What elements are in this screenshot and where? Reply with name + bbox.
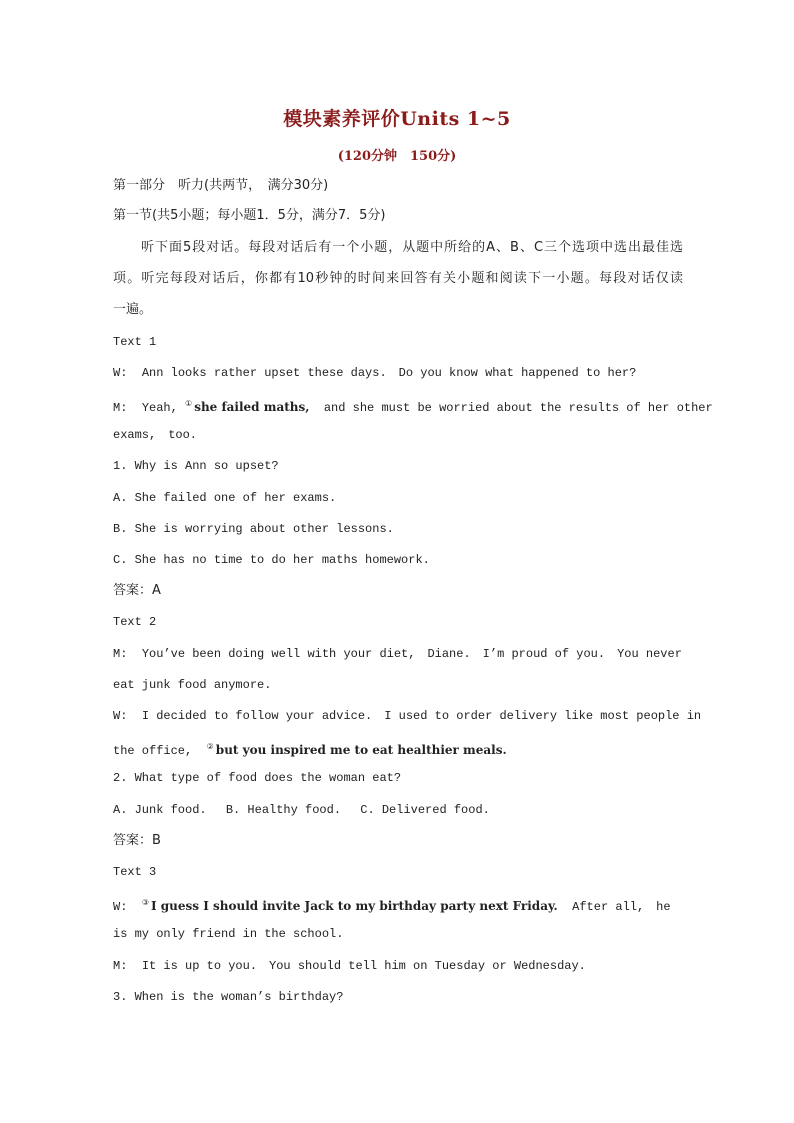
time-score-subtitle: (120分钟 150分) — [337, 149, 457, 164]
text2-label: Text 2 — [113, 615, 157, 629]
text2-man-line — [113, 646, 683, 662]
question-1: 1. Why is Ann so upset? — [113, 459, 279, 473]
speaker-m: M: — [113, 959, 128, 973]
instructions-line-2: 项。听完每段对话后，你都有10秒钟的时间来回答有关小题和阅读下一小题。每段对话仅读 — [113, 271, 683, 286]
text2-woman-line — [113, 708, 702, 724]
speaker-w: W: — [113, 709, 128, 723]
bold-key-phrase: but you inspired me to eat healthier meals. — [215, 743, 507, 757]
circled-number-2: ② — [206, 742, 214, 751]
text2-man-line-cont: eat junk food anymore. — [113, 678, 272, 692]
dialogue-text: After all, he — [572, 900, 671, 914]
speaker-m: M: — [113, 647, 128, 661]
text3-man-line — [113, 958, 683, 974]
text1-woman-line — [113, 365, 683, 381]
dialogue-text: I decided to follow your advice. I used to order delivery like most people in — [141, 709, 702, 723]
answer-2: 答案：B — [113, 833, 161, 848]
question-1-option-a: A. She failed one of her exams. — [113, 491, 337, 505]
instructions-line-3: 一遍。 — [113, 302, 153, 317]
dialogue-text: You’ve been doing well with your diet, Diane. I’m proud of you. You never — [141, 647, 682, 661]
text1-man-line-cont: exams, too. — [113, 428, 198, 442]
bold-key-phrase: I guess I should invite Jack to my birthday party next Friday. — [150, 899, 558, 913]
question-2-options: A. Junk food. B. Healthy food. C. Delivered food. — [113, 803, 490, 817]
dialogue-text: the office, — [113, 744, 193, 758]
text2-woman-line-cont — [113, 739, 683, 759]
question-1-option-c: C. She has no time to do her maths homework. — [113, 553, 430, 567]
answer-1: 答案：A — [113, 583, 161, 598]
text1-man-line — [113, 396, 713, 416]
text3-woman-line — [113, 895, 683, 915]
question-1-option-b: B. She is worrying about other lessons. — [113, 522, 394, 536]
text1-label: Text 1 — [113, 335, 157, 349]
text3-label: Text 3 — [113, 865, 157, 879]
dialogue-text: Yeah, — [141, 401, 178, 415]
instructions-line-1: 听下面5段对话。每段对话后有一个小题，从题中所给的A、B、C三个选项中选出最佳选 — [141, 240, 683, 255]
circled-number-3: ③ — [141, 898, 149, 907]
dialogue-text: It is up to you. You should tell him on Tuesday or Wednesday. — [141, 959, 586, 973]
bold-key-phrase: she failed maths, — [194, 400, 310, 414]
circled-number-1: ① — [185, 399, 193, 408]
speaker-m: M: — [113, 401, 128, 415]
dialogue-text: and she must be worried about the results of her other — [323, 401, 713, 415]
part-heading: 第一部分 听力(共两节， 满分30分) — [113, 178, 329, 193]
dialogue-text: Ann looks rather upset these days. Do you know what happened to her? — [141, 366, 637, 380]
section-heading: 第一节(共5小题；每小题1．5分，满分7．5分) — [113, 208, 386, 223]
question-2: 2. What type of food does the woman eat? — [113, 771, 402, 785]
page-title: 模块素养评价Units 1~5 — [283, 108, 511, 130]
question-3: 3. When is the woman’s birthday? — [113, 990, 344, 1004]
speaker-w: W: — [113, 900, 128, 914]
text3-woman-line-cont: is my only friend in the school. — [113, 927, 344, 941]
speaker-w: W: — [113, 366, 128, 380]
